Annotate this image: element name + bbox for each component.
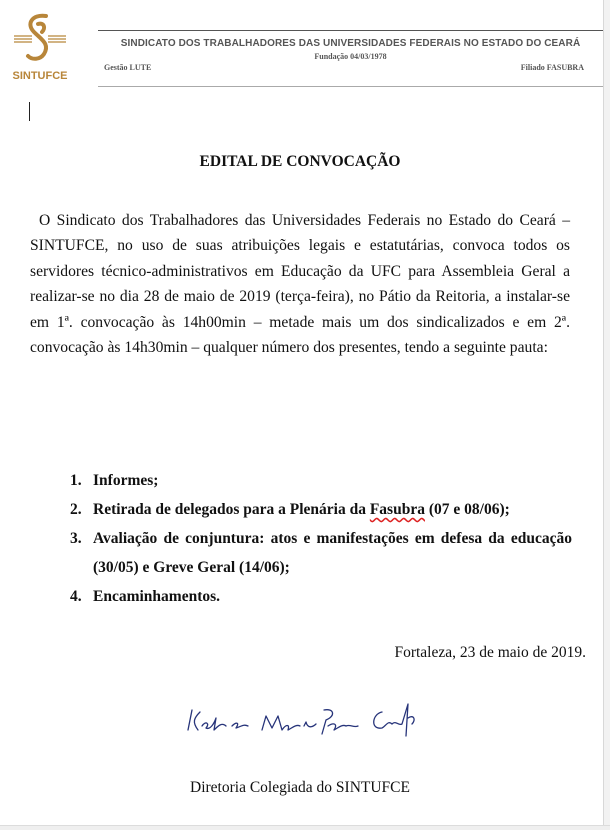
header-bottom-rule: [98, 86, 603, 87]
agenda-number: 2.: [70, 501, 82, 518]
agenda-item: [70, 495, 572, 524]
management-label: Gestão LUTE: [104, 63, 152, 72]
text-cursor[interactable]: [29, 102, 30, 121]
agenda-text-after: (07 e 08/06);: [424, 501, 510, 518]
spellcheck-word[interactable]: Fasubra: [369, 501, 425, 518]
convocation-paragraph: O Sindicato dos Trabalhadores das Universidades Federais no Estado do Ceará – SINTUFCE, no uso de suas atribuições legais e estatutárias, convoca todos os servidores técnico-administrativos em Educação da UFC para Assembleia Geral a realizar-se no dia 28 de maio de 2019 (terça-feira), no Pátio da Reitoria, a instalar-se em 1ª. convocação às 14h00min – metade mais um dos sindicalizados e em 2ª. convocação às 14h30min – qualquer número dos presentes, tendo a seguinte pauta:: [30, 212, 570, 357]
agenda-text: Informes;: [93, 472, 159, 489]
signature-image: [186, 696, 418, 744]
agenda-list: [70, 466, 572, 611]
organization-name: SINDICATO DOS TRABALHADORES DAS UNIVERSIDADES FEDERAIS NO ESTADO DO CEARÁ: [120, 38, 581, 49]
handwritten-signature: [186, 696, 418, 744]
sintufce-logo-icon: [10, 10, 70, 70]
signatory: Diretoria Colegiada do SINTUFCE: [190, 779, 410, 796]
sintufce-logo: [10, 10, 70, 86]
header-top-rule: [98, 30, 603, 31]
agenda-number: 4.: [70, 588, 82, 605]
agenda-number: 1.: [70, 472, 82, 489]
agenda-text: Encaminhamentos.: [93, 588, 221, 605]
agenda-item: [70, 582, 572, 611]
affiliation-label: Filiado FASUBRA: [520, 63, 584, 72]
agenda-text: Avaliação de conjuntura: atos e manifestações em defesa da educação (30/05) e Greve Geral (14/06);: [93, 530, 572, 576]
page-bottom-edge: [0, 825, 610, 830]
agenda-number: 3.: [70, 530, 82, 547]
founding-date: Fundação 04/03/1978: [314, 52, 387, 61]
agenda-item: [70, 524, 572, 582]
document-title: EDITAL DE CONVOCAÇÃO: [199, 153, 401, 170]
page-right-edge: [603, 0, 610, 830]
agenda-text-before: Retirada de delegados para a Plenária da: [93, 501, 370, 518]
logo-wordmark: SINTUFCE: [12, 70, 68, 82]
place-date: Fortaleza, 23 de maio de 2019.: [394, 644, 586, 661]
agenda-item: [70, 466, 572, 495]
